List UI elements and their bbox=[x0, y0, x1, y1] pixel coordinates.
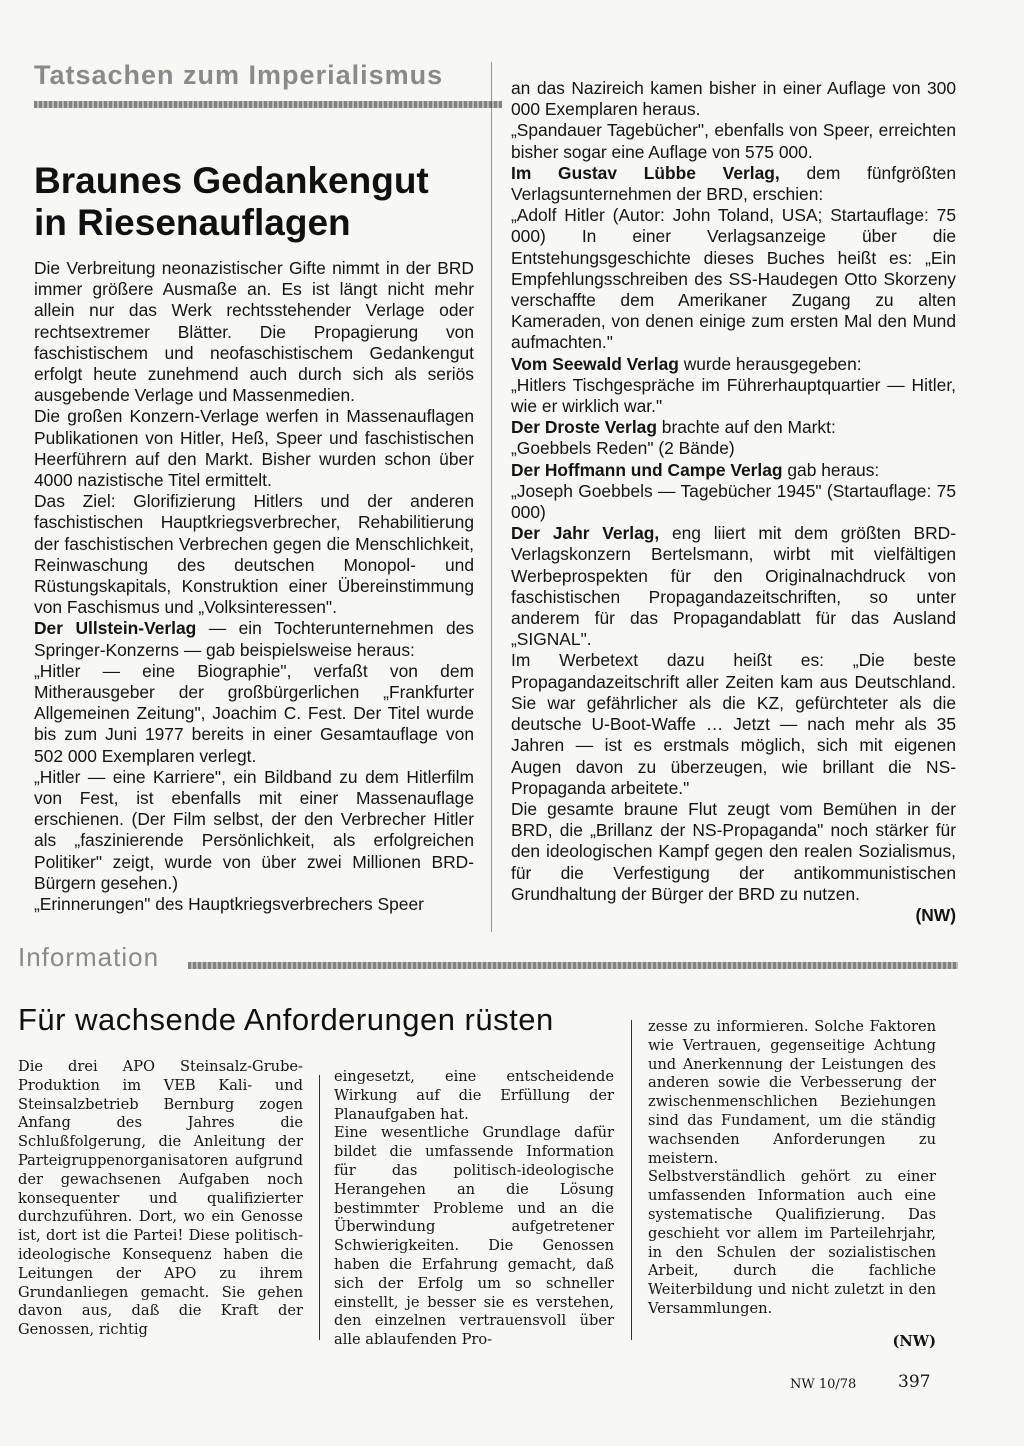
paragraph bbox=[511, 163, 956, 205]
publisher-name: Der Hoffmann und Campe Verlag bbox=[511, 459, 783, 480]
paragraph: „Adolf Hitler (Autor: John Toland, USA; Startauflage: 75 000) In einer Verlagsanzeige über die Entstehungsgeschichte dieses Buches heißt es: „Ein Empfehlungsschreiben des SS-Haudegen Otto Skorzeny verschaffte dem Amerikaner Zugang zu alten Kameraden, von denen einige zum ersten Mal den Mund aufmachten." bbox=[511, 205, 956, 353]
paragraph: „Spandauer Tagebücher", ebenfalls von Speer, erreichten bisher sogar eine Auflage von 575 000. bbox=[511, 120, 956, 162]
author-signature: (NW) bbox=[892, 1332, 936, 1350]
paragraph: „Hitlers Tischgespräche im Führerhauptquartier — Hitler, wie er wirklich war." bbox=[511, 374, 956, 417]
article-column-1 bbox=[34, 258, 474, 915]
paragraph bbox=[511, 417, 956, 438]
paragraph: eingesetzt, eine entscheidende Wirkung auf die Erfüllung der Planaufgaben hat. bbox=[334, 1068, 614, 1123]
paragraph bbox=[511, 354, 956, 375]
article-column-2 bbox=[511, 78, 956, 926]
publisher-name: Vom Seewald Verlag bbox=[511, 353, 679, 374]
paragraph-text: brachte auf den Markt: bbox=[656, 417, 836, 438]
column-divider bbox=[491, 62, 492, 932]
paragraph: Die gesamte braune Flut zeugt vom Bemühen in der BRD, die „Brillanz der NS-Propaganda" noch stärker für den ideologischen Kampf gegen den realen Sozialismus, für die Verfestigung der antikommunistischen Grundhaltung der Bürger der BRD zu nutzen. bbox=[511, 798, 956, 904]
article-column-2 bbox=[334, 1068, 614, 1350]
publisher-name: Der Jahr Verlag, bbox=[511, 523, 660, 544]
paragraph bbox=[34, 618, 474, 660]
paragraph: Das Ziel: Glorifizierung Hitlers und der anderen faschistischen Hauptkriegsverbrecher, Rehabilitierung der faschistischen Verbrechen gegen die Menschlichkeit, Reinwaschung des deutschen Monopol- und Rüstungskapitals, Konstruktion einer Übereinstimmung von Faschismus und „Volksinteressen". bbox=[34, 491, 474, 618]
paragraph: „Erinnerungen" des Hauptkriegsverbrechers Speer bbox=[34, 894, 424, 915]
publisher-name: Der Ullstein-Verlag bbox=[34, 618, 197, 639]
author-signature: (NW) bbox=[915, 904, 956, 925]
paragraph: „Hitler — eine Karriere", ein Bildband zu dem Hitlerfilm von Fest, ist ebenfalls mit einer Massenauflage erschienen. (Der Film selbst, der den Verbrecher Hitler als „faszinierende Persönlichkeit, als erfolgreichen Politiker" zeigt, wurde von über zwei Millionen BRD-Bürgern gesehen.) bbox=[34, 766, 474, 893]
article-column-1 bbox=[18, 1058, 303, 1340]
paragraph-text: gab heraus: bbox=[782, 459, 880, 480]
section-kicker-information: Information bbox=[18, 942, 160, 972]
paragraph: Eine wesentliche Grundlage dafür bildet die umfassende Information für das politisch-ideologische Herangehen an die Lösung bestimmter Probleme und an die Überwindung aufgetretener Schwierigkeiten. Die Genossen haben die Erfahrung gemacht, daß sich der Erfolg um so schneller einstellt, je besser sie es verstehen, den einzelnen vertrauensvoll über alle ablaufenden Pro- bbox=[334, 1124, 614, 1349]
column-divider bbox=[631, 1020, 632, 1340]
paragraph-text: — ein Tochterunternehmen des Springer-Konzerns — gab beispielsweise heraus: bbox=[34, 618, 474, 660]
paragraph bbox=[511, 460, 956, 481]
kicker-rule bbox=[188, 962, 958, 969]
paragraph: Die Verbreitung neonazistischer Gifte nimmt in der BRD immer größere Ausmaße an. Es ist längt nicht mehr allein nur das Werk rechtsstehender Verlage oder rechtsextremer Blätter. Die Propagierung von faschistischem und neofaschistischem Gedankengut erfolgt heute zunehmend auch durch sich als seriös ausgebende Verlage und Massenmedien. bbox=[34, 258, 474, 406]
paragraph: an das Nazireich kamen bisher in einer Auflage von 300 000 Exemplaren heraus. bbox=[511, 78, 956, 120]
kicker-rule bbox=[34, 101, 502, 108]
publisher-name: Der Droste Verlag bbox=[511, 417, 657, 438]
paragraph-text: dem fünfgrößten Verlagsunternehmen der BRD, erschien: bbox=[511, 162, 956, 205]
column-divider bbox=[319, 1075, 320, 1340]
publisher-name: Im Gustav Lübbe Verlag, bbox=[511, 162, 780, 183]
article-headline bbox=[34, 160, 429, 244]
paragraph: „Joseph Goebbels — Tagebücher 1945" (Startauflage: 75 000) bbox=[511, 480, 956, 523]
paragraph bbox=[511, 523, 956, 650]
article-column-3 bbox=[648, 1018, 936, 1352]
paragraph-text: wurde herausgegeben: bbox=[678, 353, 862, 374]
headline-line-2: in Riesenauflagen bbox=[34, 202, 351, 243]
issue-number: NW 10/78 bbox=[790, 1377, 857, 1392]
paragraph: Im Werbetext dazu heißt es: „Die beste Propagandazeitschrift aller Zeiten kam aus Deutschland. Sie war gefährlicher als die KZ, gefürchteter als die deutsche U-Boot-Waffe … Jetzt — nach mehr als 35 Jahren — ist es erstmals möglich, sich mit eigenen Augen davon zu überzeugen, wie brillant die NS-Propaganda arbeitete." bbox=[511, 650, 956, 798]
article-headline: Für wachsende Anforderungen rüsten bbox=[18, 1002, 554, 1037]
paragraph: Selbstverständlich gehört zu einer umfassenden Information auch eine systematische Qualifizierung. Das geschieht vor allem im Parteilehrjahr, in den Schulen der sozialistischen Arbeit, durch die fachliche Weiterbildung und nicht zuletzt in den Versammlungen. bbox=[648, 1168, 936, 1317]
section-kicker-imperialism: Tatsachen zum Imperialismus bbox=[34, 60, 444, 90]
page-number: 397 bbox=[898, 1372, 931, 1392]
headline-line-1: Braunes Gedankengut bbox=[34, 160, 429, 201]
paragraph: „Hitler — eine Biographie", verfaßt von dem Mitherausgeber der großbürgerlichen „Frankfurter Allgemeinen Zeitung", Joachim C. Fest. Der Titel wurde bis zum Juni 1977 bereits in einer Gesamtauflage von 502 000 Exemplaren verlegt. bbox=[34, 660, 474, 766]
paragraph: „Goebbels Reden" (2 Bände) bbox=[511, 438, 735, 459]
paragraph: Die großen Konzern-Verlage werfen in Massenauflagen Publikationen von Hitler, Heß, Speer und faschistischen Heerführern auf den Markt. Bisher wurden schon über 4000 nazistische Titel ermittelt. bbox=[34, 406, 474, 491]
paragraph: Die drei APO Steinsalz-Grube-Produktion im VEB Kali- und Steinsalzbetrieb Bernburg zogen Anfang des Jahres die Schlußfolgerung, die Anleitung der Parteigruppenorganisatoren aufgrund der gewachsenen Aufgaben noch konsequenter und qualifizierter durchzuführen. Dort, wo ein Genosse ist, dort ist die Partei! Diese politisch-ideologische Konsequenz haben die Leitungen der APO zu ihrem Grundanliegen gemacht. Sie gehen davon aus, daß die Kraft der Genossen, richtig bbox=[18, 1058, 303, 1339]
paragraph-text: eng liiert mit dem größten BRD-Verlagskonzern Bertelsmann, wirbt mit vielfältigen Werbeprospekten für den Originalnachdruck von faschistischen Propagandazeitschriften, so unter anderem für das Propagandablatt für das Ausland „SIGNAL". bbox=[511, 523, 956, 650]
paragraph: zesse zu informieren. Solche Faktoren wie Vertrauen, gegenseitige Achtung und Anerkennung der Leistungen des anderen sowie die Verbesserung der zwischenmenschlichen Beziehungen sind das Fundament, um die ständig wachsenden Anforderungen zu meistern. bbox=[648, 1018, 936, 1167]
